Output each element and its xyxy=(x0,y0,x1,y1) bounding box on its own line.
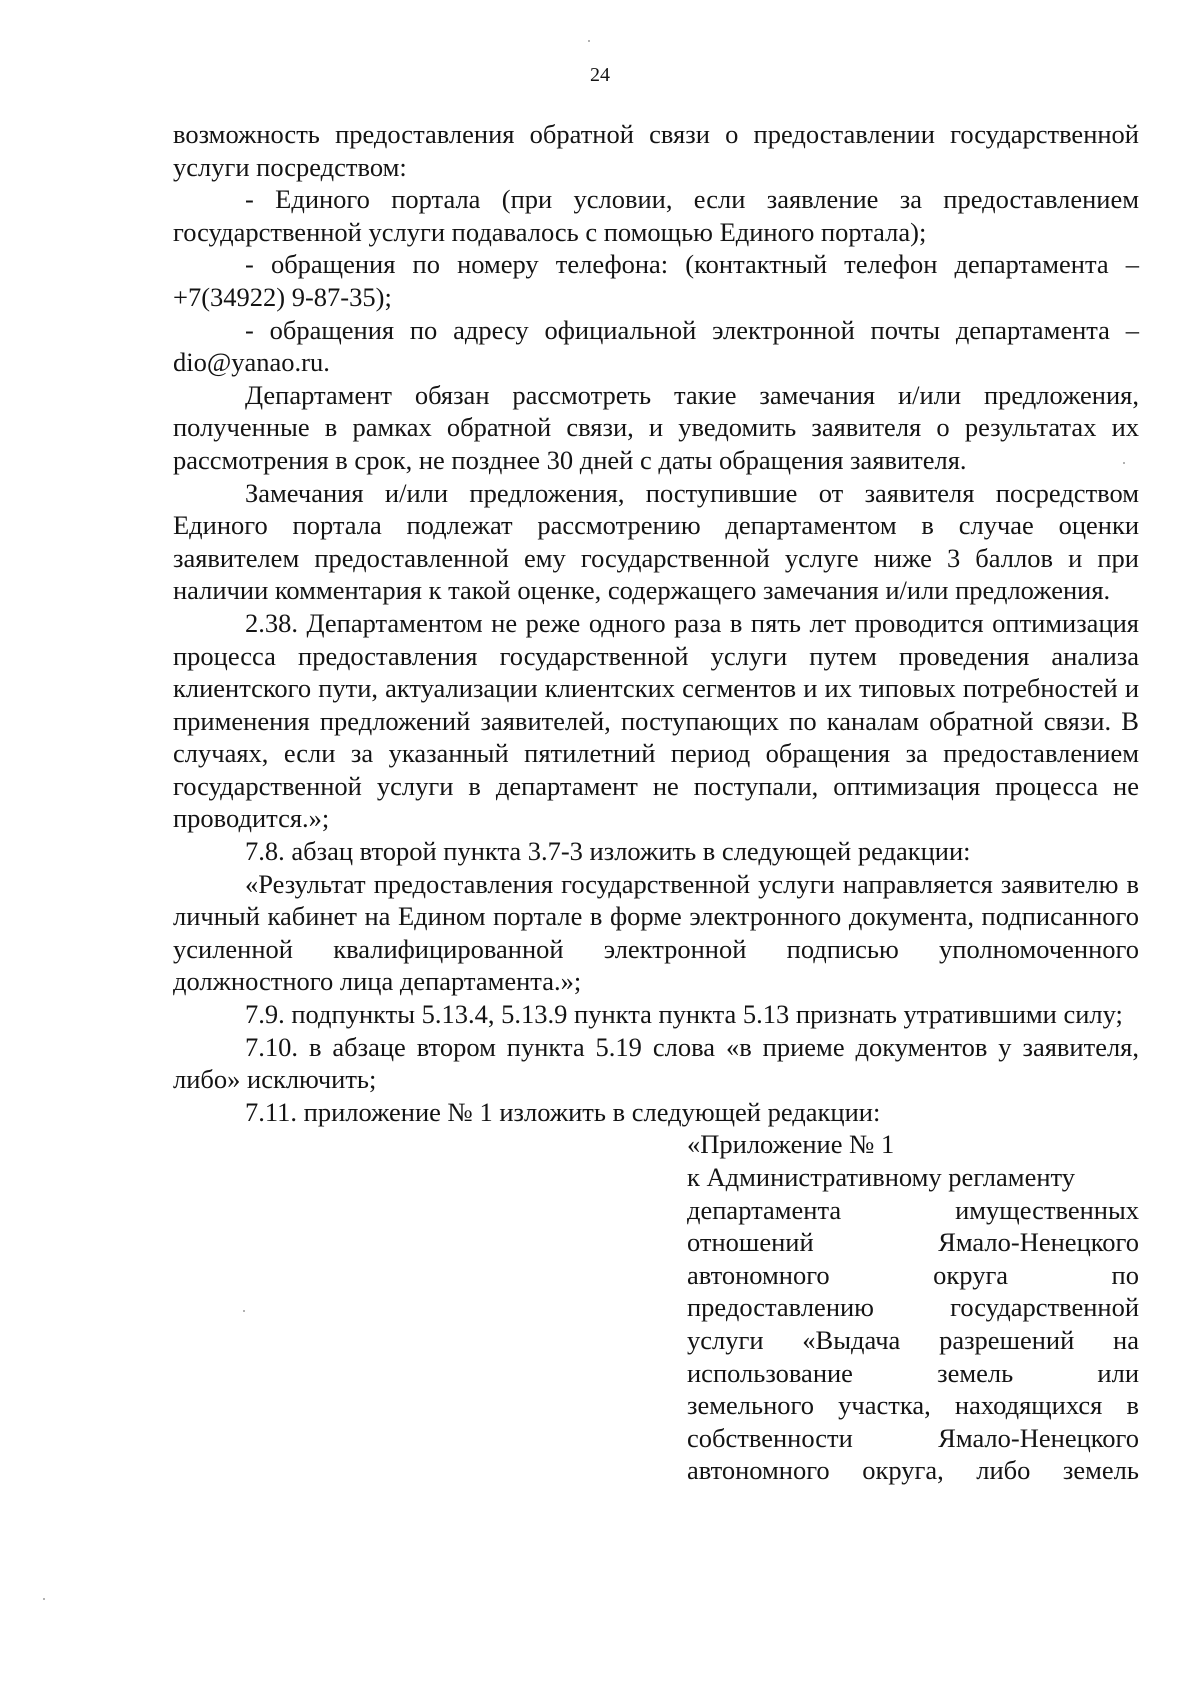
paragraph-feedback-phone: - обращения по номеру телефона: (контактный телефон департамента – +7(34922) 9-87-35); xyxy=(173,249,1139,312)
paragraph-7-10: 7.10. в абзаце втором пункта 5.19 слова «в приеме документов у заявителя, либо» исключить; xyxy=(173,1031,1139,1095)
appendix-line: «Приложение № 1 xyxy=(687,1129,895,1160)
paragraph-7-11: 7.11. приложение № 1 изложить в следующей редакции: xyxy=(245,1096,881,1127)
appendix-line: земельного участка, находящихся в xyxy=(687,1390,1139,1421)
scan-speck xyxy=(1123,462,1125,464)
paragraph-feedback-portal: - Единого портала (при условии, если заявление за предоставлением государственной услуги подавалось с помощью Единого портала); xyxy=(173,184,1139,247)
scan-speck xyxy=(243,1310,245,1312)
page-number: 24 xyxy=(590,64,610,86)
paragraph-feedback-email: - обращения по адресу официальной электронной почты департамента – dio@yanao.ru. xyxy=(173,314,1139,378)
scan-speck xyxy=(43,1598,45,1600)
paragraph-remarks-review: Замечания и/или предложения, поступившие от заявителя посредством Единого портала подлежат рассмотрению департаментом в случае оценки заявителем предоставленной ему государственной услуге ниже 3 баллов и при наличии комментария к такой оценке, содержащего замечания и/или предложения. xyxy=(173,477,1139,606)
appendix-line: собственности Ямало-Ненецкого xyxy=(687,1422,1139,1453)
appendix-line: услуги «Выдача разрешений на xyxy=(687,1324,1139,1355)
paragraph-feedback-intro: возможность предоставления обратной связи о предоставлении государственной услуги посредством: xyxy=(173,119,1139,182)
appendix-line: департамента имущественных xyxy=(687,1194,1139,1225)
appendix-header xyxy=(687,1128,1139,1487)
document-body xyxy=(173,118,1139,1487)
paragraph-7-8: 7.8. абзац второй пункта 3.7-3 изложить в следующей редакции: xyxy=(245,836,971,867)
appendix-line: к Административному регламенту xyxy=(687,1162,1075,1192)
appendix-line: отношений Ямало-Ненецкого xyxy=(687,1227,1139,1258)
paragraph-department-obligation: Департамент обязан рассмотреть такие замечания и/или предложения, полученные в рамках обратной связи, и уведомить заявителя о результатах их рассмотрения в срок, не позднее 30 дней с даты обращения заявителя. xyxy=(173,379,1139,475)
appendix-line: автономного округа по xyxy=(687,1259,1139,1290)
appendix-line: предоставлению государственной xyxy=(687,1292,1139,1323)
paragraph-2-38-optimization: 2.38. Департаментом не реже одного раза в пять лет проводится оптимизация процесса предоставления государственной услуги путем проведения анализа клиентского пути, актуализации клиентских сегментов и их типовых потребностей и применения предложений заявителей, поступающих по каналам обратной связи. В случаях, если за указанный пятилетний период обращения за предоставлением государственной услуги в департамент не поступали, оптимизация процесса не проводится.»; xyxy=(173,607,1139,834)
scan-speck xyxy=(588,40,590,42)
appendix-line: использование земель или xyxy=(687,1357,1139,1388)
paragraph-result-delivery: «Результат предоставления государственной услуги направляется заявителю в личный кабинет на Едином портале в форме электронного документа, подписанного усиленной квалифицированной электронной подписью уполномоченного должностного лица департамента.»; xyxy=(173,868,1139,997)
paragraph-7-9: 7.9. подпункты 5.13.4, 5.13.9 пункта пункта 5.13 признать утратившими силу; xyxy=(245,999,1123,1030)
appendix-line: автономного округа, либо земель xyxy=(687,1455,1139,1486)
